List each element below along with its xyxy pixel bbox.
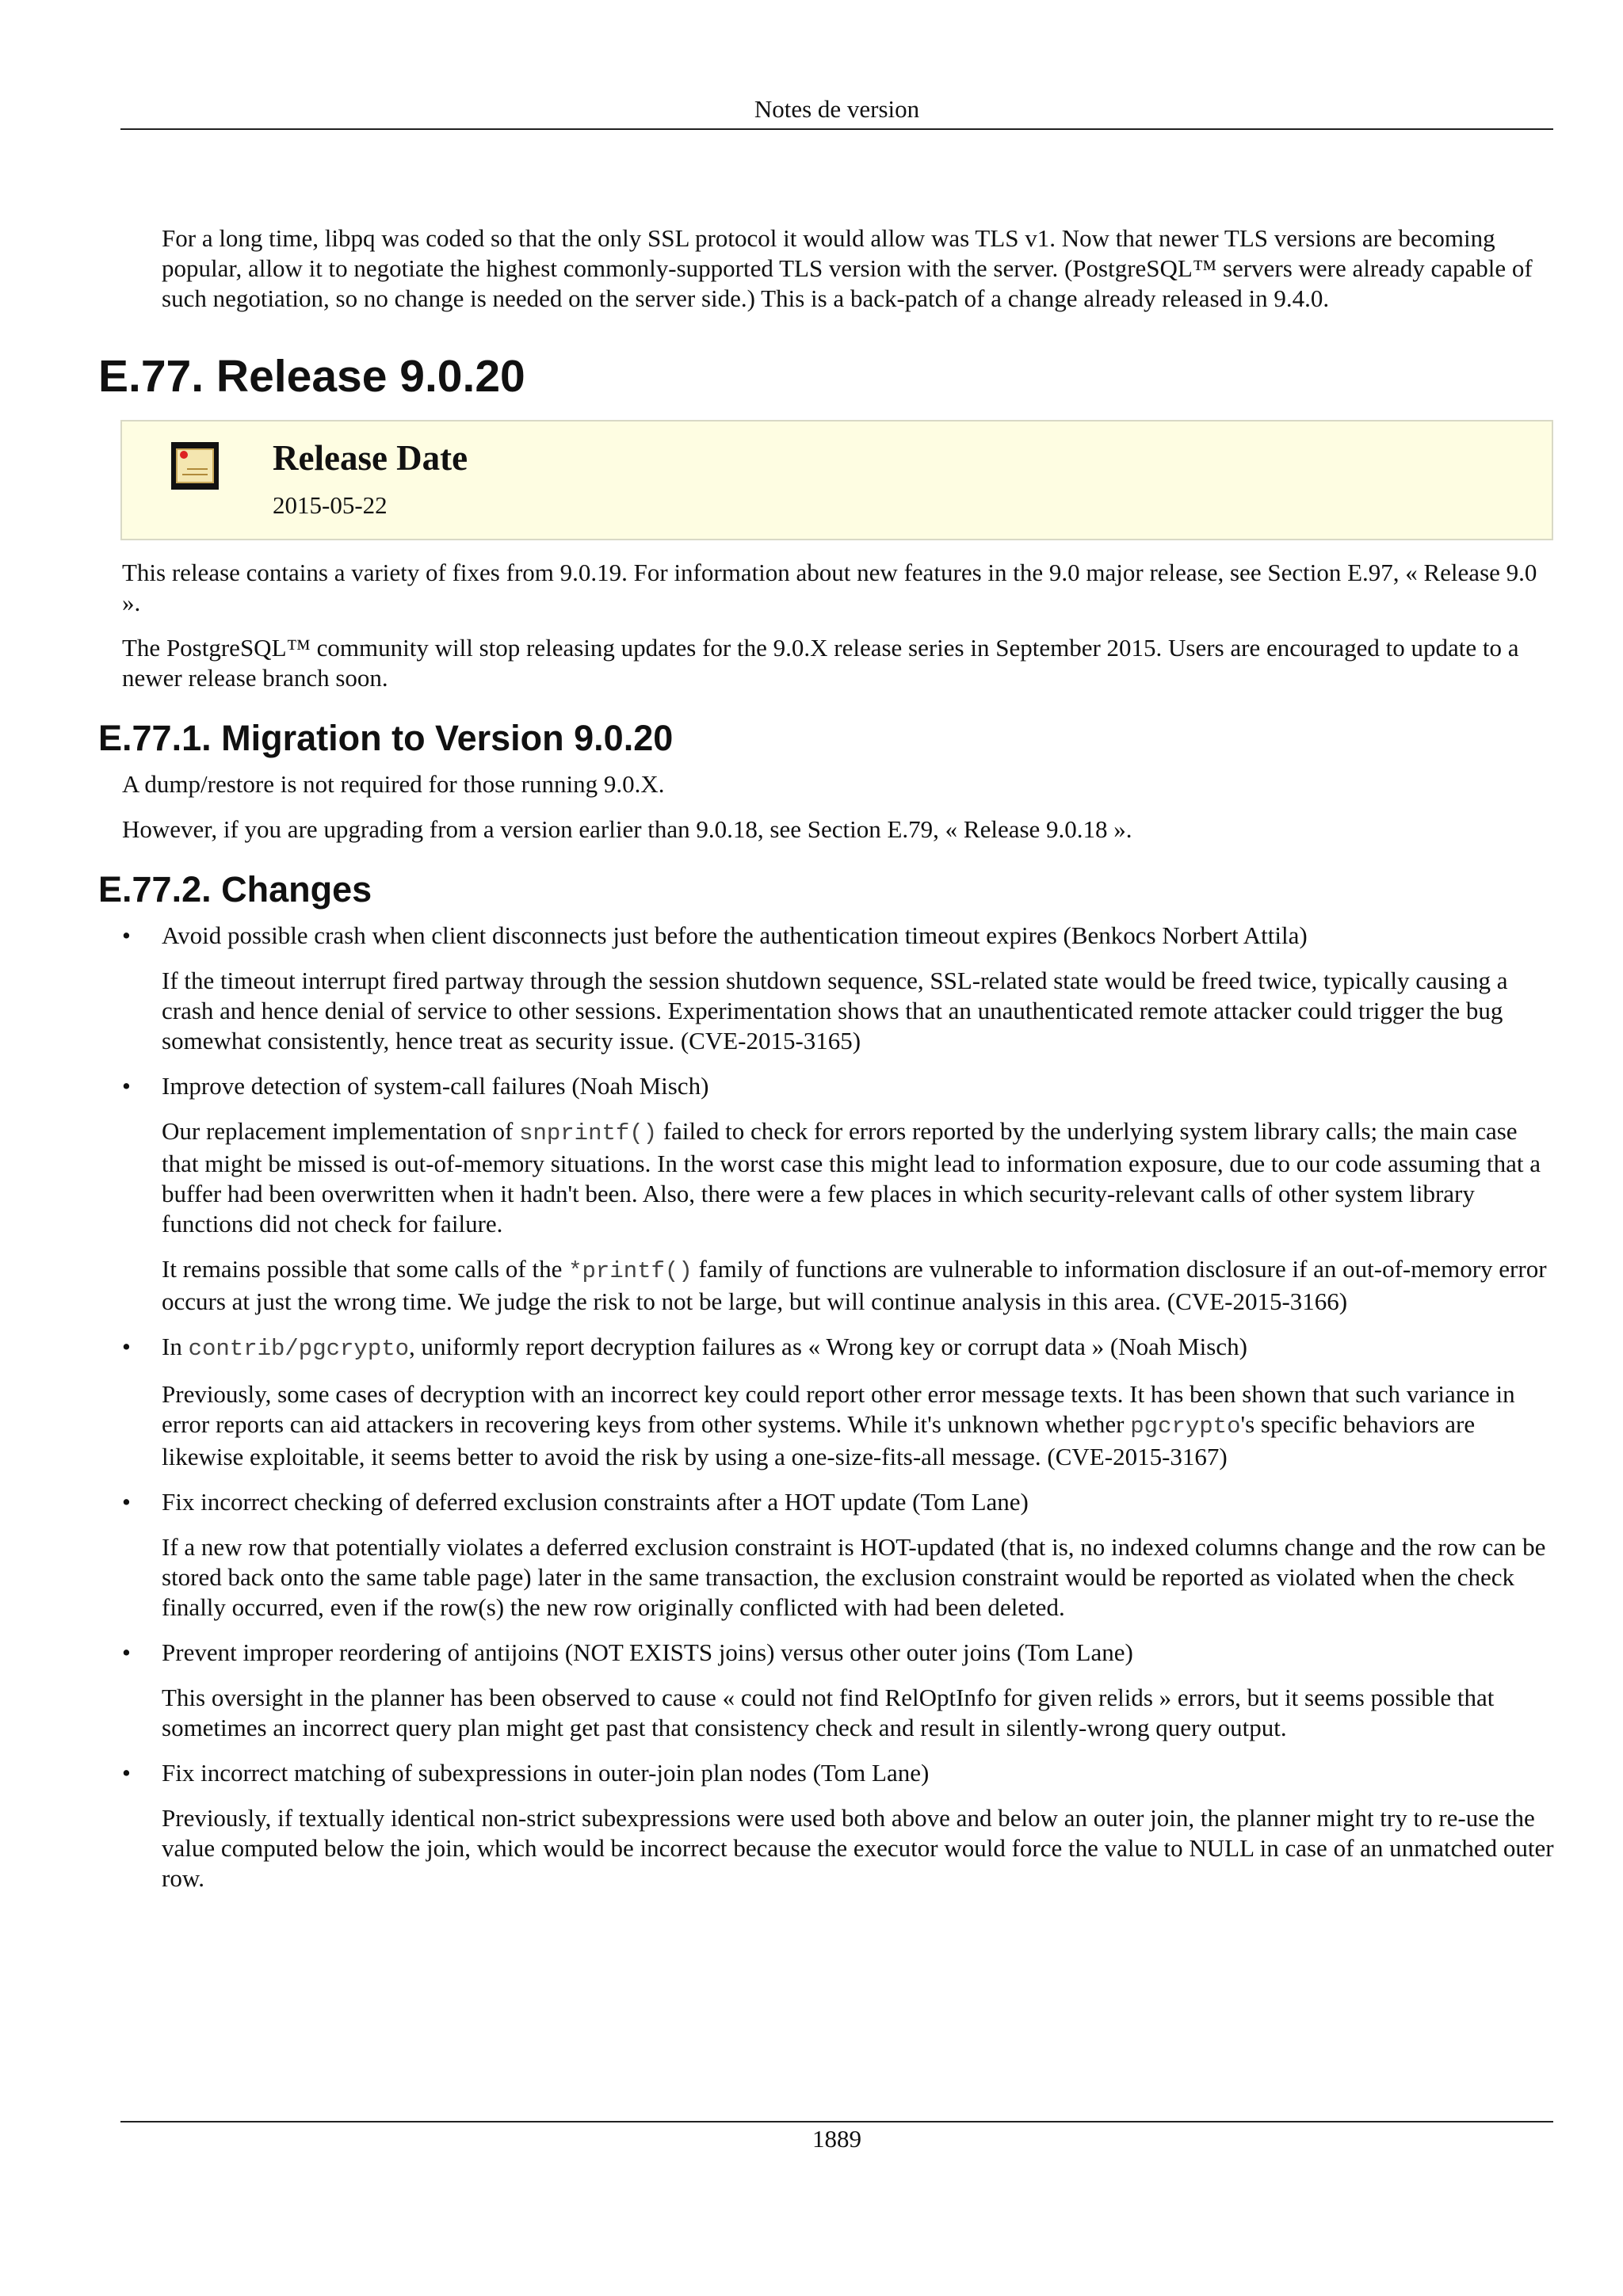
note-title: Release Date — [273, 438, 468, 478]
bullet: • — [122, 1638, 131, 1666]
code-snprintf: snprintf() — [519, 1120, 658, 1146]
header-rule — [120, 128, 1553, 130]
text-span: In — [162, 1333, 189, 1360]
section-heading: E.77. Release 9.0.20 — [98, 351, 525, 402]
change-title — [162, 1332, 1555, 1364]
list-item — [98, 921, 1555, 1056]
changes-heading: E.77.2. Changes — [98, 869, 372, 910]
list-item — [98, 1332, 1555, 1472]
intro-paragraph: For a long time, libpq was coded so that the only SSL protocol it would allow was TLS v1. Now that newer TLS versions are becoming popular, allow it to negotiate the highest commonly-supported TLS version with the server. (PostgreSQL™ servers were already capable of such negotiation, so no change is needed on the server side.) This is a back-patch of a change already released in 9.4.0. — [162, 224, 1533, 312]
change-title: Avoid possible crash when client disconnects just before the authentication timeout expires (Benkocs Norbert Attila) — [162, 921, 1308, 949]
text-span: failed to check for errors reported by the underlying system library calls; the main case that might be missed is out-of-memory situations. In the worst case this might lead to information exposure, due to our code assuming that a buffer had been overwritten when it hadn't been. Also, there were a few places in which security-relevant calls of other system library functions did not check for failure. — [162, 1117, 1541, 1238]
code-pgcrypto: pgcrypto — [1130, 1413, 1241, 1440]
bullet: • — [122, 1759, 131, 1787]
code-pgcrypto-path: contrib/pgcrypto — [188, 1336, 410, 1362]
release-summary-paragraph: This release contains a variety of fixes from 9.0.19. For information about new features in the 9.0 major release, see Section E.97, « Release 9.0 ». — [122, 559, 1537, 616]
text-span: Our replacement implementation of — [162, 1117, 520, 1145]
footer-rule — [120, 2121, 1553, 2122]
text-span: It remains possible that some calls of the — [162, 1255, 569, 1283]
release-date-note — [120, 420, 1553, 540]
list-item — [98, 1758, 1555, 1894]
text-span: 's specific behaviors are likewise exploitable, it seems better to avoid the risk by using a one-size-fits-all message. (CVE-2015-3167) — [162, 1410, 1476, 1470]
bullet: • — [122, 921, 131, 949]
change-description: If the timeout interrupt fired partway through the session shutdown sequence, SSL-related state would be freed twice, typically causing a crash and hence denial of service to other sessions. Experimentation shows that an unauthenticated remote attacker could trigger the bug somewhat consistently, hence treat as security issue. (CVE-2015-3165) — [162, 967, 1508, 1055]
bullet: • — [122, 1488, 131, 1516]
change-description: This oversight in the planner has been observed to cause « could not find RelOptInfo for given relids » errors, but it seems possible that sometimes an incorrect query plan might get past that consistency check and result in silently-wrong query output. — [162, 1684, 1495, 1741]
change-title: Improve detection of system-call failures (Noah Misch) — [162, 1072, 709, 1100]
changes-list — [98, 921, 1555, 1894]
list-item — [98, 1071, 1555, 1317]
list-item — [98, 1487, 1555, 1623]
text-span: Previously, some cases of decryption with an incorrect key could report other error message texts. It has been shown that such variance in error reports can aid attackers in recovering keys from other systems. While it's unknown whether — [162, 1380, 1515, 1438]
text-span: family of functions are vulnerable to information disclosure if an out-of-memory error occurs at just the wrong time. We judge the risk to not be large, but will continue analysis in this area. (CVE-2015-3166) — [162, 1255, 1547, 1315]
migration-heading: E.77.1. Migration to Version 9.0.20 — [98, 718, 674, 758]
note-icon — [171, 442, 219, 490]
bullet: • — [122, 1333, 131, 1360]
migration-paragraph: However, if you are upgrading from a version earlier than 9.0.18, see Section E.79, « Release 9.0.18 ». — [122, 815, 1132, 843]
page-content — [98, 223, 1555, 1909]
end-of-life-paragraph: The PostgreSQL™ community will stop releasing updates for the 9.0.X release series in September 2015. Users are encouraged to update to a newer release branch soon. — [122, 634, 1519, 692]
change-description — [162, 1254, 1555, 1317]
change-description: If a new row that potentially violates a deferred exclusion constraint is HOT-updated (that is, no indexed columns change and the row can be stored back onto the same table page) later in the same transaction, the exclusion constraint would be reported as violated when the check finally occurred, even if the row(s) the new row originally conflicted with had been deleted. — [162, 1533, 1546, 1621]
change-title: Fix incorrect matching of subexpressions in outer-join plan nodes (Tom Lane) — [162, 1759, 930, 1787]
change-description: Previously, if textually identical non-strict subexpressions were used both above and below an outer join, the planner might try to re-use the value computed below the join, which would be incorrect because the executor would force the value to NULL in case of an unmatched outer row. — [162, 1804, 1554, 1892]
change-title: Fix incorrect checking of deferred exclusion constraints after a HOT update (Tom Lane) — [162, 1488, 1029, 1516]
code-printf: *printf() — [568, 1258, 693, 1284]
bullet: • — [122, 1072, 131, 1100]
change-title: Prevent improper reordering of antijoins (NOT EXISTS joins) versus other outer joins (Tom Lane) — [162, 1638, 1133, 1666]
change-description — [162, 1379, 1555, 1472]
running-header: Notes de version — [754, 95, 920, 123]
page-number: 1889 — [812, 2125, 861, 2153]
text-span: , uniformly report decryption failures as « Wrong key or corrupt data » (Noah Misch) — [409, 1333, 1247, 1360]
release-date: 2015-05-22 — [273, 491, 388, 519]
change-description — [162, 1116, 1555, 1239]
list-item — [98, 1638, 1555, 1743]
migration-paragraph: A dump/restore is not required for those running 9.0.X. — [122, 770, 665, 798]
